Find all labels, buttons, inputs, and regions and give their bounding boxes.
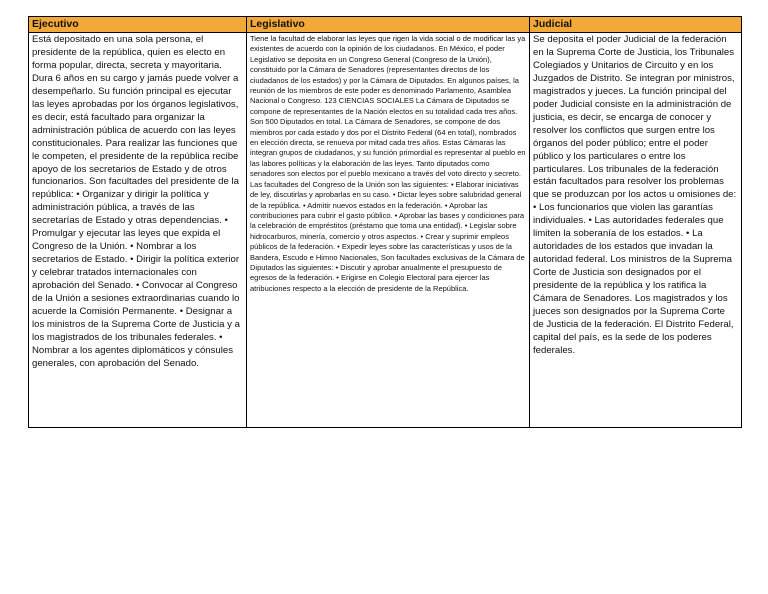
powers-table <box>28 16 742 428</box>
header-judicial: Judicial <box>530 17 742 33</box>
judicial-description: Se deposita el poder Judicial de la federación en la Suprema Corte de Justicia, los Tribunales Colegiados y Unitarios de Circuito y en los Juzgados de Distrito. Se integran por ministros, magistrados y jueces. La función principal del poder Judicial consiste en la administración de justicia, es decir, se encarga de conocer y resolver los conflictos que surgen entre los órganos del poder público; entre el poder público y los particulares o entre los particulares. Los tribunales de la federación están facultados para resolver los problemas que se produzcan por los actos u omisiones de: • Los funcionarios que violen las garantías individuales. • Las autoridades federales que limiten la soberanía de los estados. • La autoridades de los estados que invadan la autoridad federal. Los ministros de la Suprema Corte de Justicia son designados por el presidente de la república y los ratifica la Cámara de Senadores. Los magistrados y los jueces son designados por la Suprema Corte de Justicia de la federación. El Distrito Federal, capital del país, es la sede de los poderes federales. <box>530 33 742 428</box>
header-ejecutivo: Ejecutivo <box>29 17 247 33</box>
header-legislativo: Legislativo <box>247 17 530 33</box>
legislativo-description: Tiene la facultad de elaborar las leyes que rigen la vida social o de modificar las ya existentes de acuerdo con la opinión de los ciudadanos. En México, el poder Legislativo se deposita en un Congreso General (Congreso de la Unión), constituido por la Cámara de Senadores (representantes directos de los ciudadanos de los estados) y por la Cámara de Diputados. En algunos países, la reunión de los miembros de este poder es denominado Parlamento, Asamblea Nacional o Congreso. 123 CIENCIAS SOCIALES La Cámara de Diputados se compone de representantes de la Nación electos en su totalidad cada tres años. Son 500 Diputados en total. La Cámara de Senadores, se compone de dos miembros por cada estado y dos por el Distrito Federal (64 en total), nombrados en elección directa, se renueva por mitad cada tres años. Estas Cámaras las integran grupos de ciudadanos, y su función primordial es representar al pueblo en las labores políticas y la elaboración de las leyes. Tanto diputados como senadores son electos por el pueblo mexicano a través del voto directo y secreto. Las facultades del Congreso de la Unión son las siguientes: • Elaborar iniciativas de ley, discutirlas y aprobarlas en su caso. • Dictar leyes sobre salubridad general de la república. • Admitir nuevos estados en la federación. • Aprobar las contribuciones para cubrir el gasto público. • Aprobar las bases y condiciones para la celebración de empréstitos (préstamo que toma una entidad). • Legislar sobre hidrocarburos, minería, comercio y otros aspectos. • Crear y suprimir empleos públicos de la federación. • Expedir leyes sobre las características y usos de la Bandera, Escudo e Himno Nacionales, Son facultades exclusivas de la Cámara de Diputados las siguientes: • Discutir y aprobar anualmente el presupuesto de egresos de la federación. • Erigirse en Colegio Electoral para ejercer las atribuciones respecto a la elección de presidente de la República. <box>247 33 530 428</box>
ejecutivo-description: Está depositado en una sola persona, el presidente de la república, quien es electo en forma popular, directa, secreta y mayoritaria. Dura 6 años en su cargo y jamás puede volver a desempeñarlo. Su función principal es ejecutar las leyes aprobadas por los órganos legislativos, es decir, está facultado para organizar la administración pública de acuerdo con las leyes constitucionales. Para realizar las funciones que le competen, el presidente de la república recibe apoyo de los secretarios de Estado y de otros funcionarios. Son facultades del presidente de la república: • Organizar y dirigir la política y administración pública, a través de las secretarías de Estado y otras dependencias. • Promulgar y ejecutar las leyes que expida el Congreso de la Unión. • Nombrar a los secretarios de Estado. • Dirigir la política exterior y celebrar tratados internacionales con aprobación del Senado. • Convocar al Congreso de la Unión a sesiones extraordinarias cuando lo acuerde la Comisión Permanente. • Designar a los ministros de la Suprema Corte de Justicia y a los magistrados de los tribunales federales. • Nombrar a los agentes diplomáticos y cónsules generales, con aprobación del Senado. <box>29 33 247 428</box>
table-header-row <box>29 17 742 33</box>
table-row <box>29 33 742 428</box>
